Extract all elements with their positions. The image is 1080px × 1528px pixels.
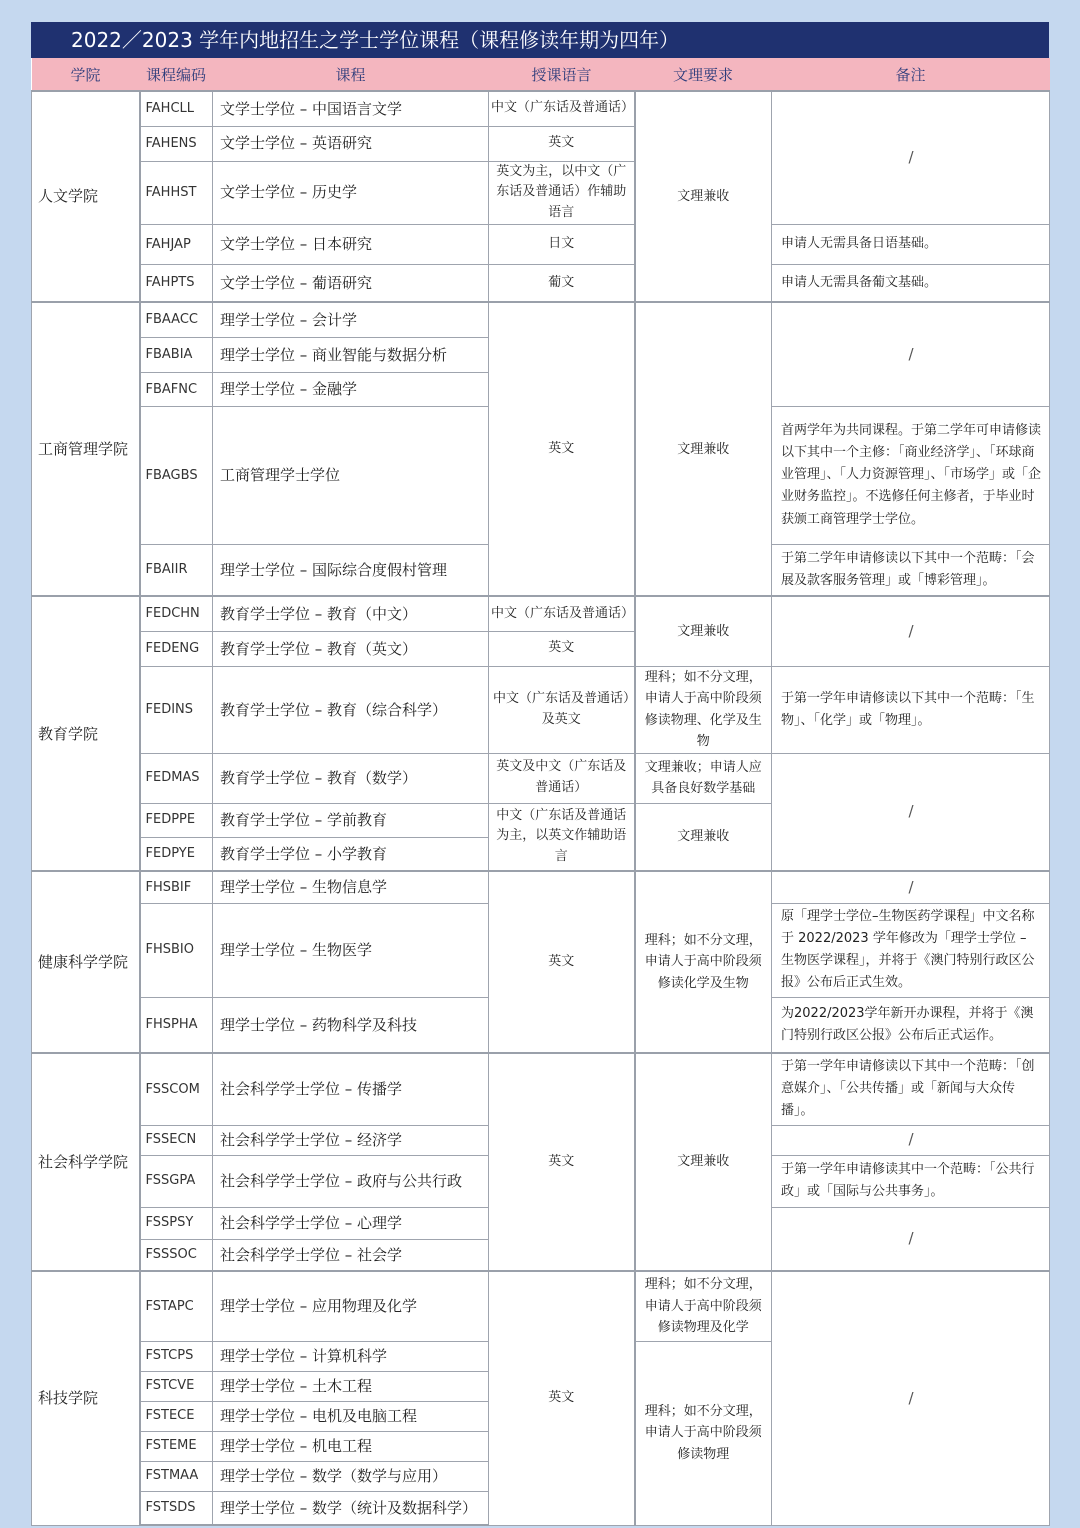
course-name: 教育学士学位 – 教育（综合科学） — [213, 666, 489, 753]
page-title: 2022／2023 学年内地招生之学士学位课程（课程修读年期为四年） — [31, 22, 1049, 58]
faculty-name: 教育学院 — [32, 596, 140, 871]
course-name: 文学士学位 – 历史学 — [213, 161, 489, 224]
course-name: 工商管理学士学位 — [213, 406, 489, 544]
header-remarks: 备注 — [772, 58, 1050, 91]
table-row — [32, 596, 1050, 631]
faculty-name: 人文学院 — [32, 91, 140, 302]
course-code: FSTCPS — [140, 1341, 213, 1371]
remarks: / — [772, 871, 1050, 903]
table-header-row — [32, 58, 1050, 91]
course-code: FSTAPC — [140, 1271, 213, 1341]
course-name: 文学士学位 – 葡语研究 — [213, 264, 489, 302]
course-name: 社会科学学士学位 – 传播学 — [213, 1053, 489, 1125]
course-code: FSTEME — [140, 1431, 213, 1461]
remarks: / — [772, 1271, 1050, 1525]
course-code: FHSBIO — [140, 903, 213, 997]
teaching-language: 英文 — [489, 1053, 635, 1271]
course-name: 教育学士学位 – 教育（数学） — [213, 753, 489, 803]
table-row — [32, 1053, 1050, 1125]
header-faculty: 学院 — [32, 58, 140, 91]
course-name: 文学士学位 – 英语研究 — [213, 126, 489, 161]
subject-requirement: 文理兼收；申请人应具备良好数学基础 — [635, 753, 772, 803]
course-name: 教育学士学位 – 教育（英文） — [213, 631, 489, 666]
teaching-language: 中文（广东话及普通话为主，以英文作辅助语言 — [489, 803, 635, 871]
remarks: / — [772, 302, 1050, 406]
course-name: 理学士学位 – 数学（统计及数据科学） — [213, 1491, 489, 1525]
course-code: FBAGBS — [140, 406, 213, 544]
teaching-language: 英文 — [489, 126, 635, 161]
course-code: FBAFNC — [140, 372, 213, 406]
remarks: 申请人无需具备葡文基础。 — [772, 264, 1050, 302]
course-name: 文学士学位 – 中国语言文学 — [213, 91, 489, 126]
teaching-language: 中文（广东话及普通话） — [489, 596, 635, 631]
faculty-group-fhs — [32, 871, 1050, 1053]
course-code: FHSPHA — [140, 997, 213, 1053]
teaching-language: 英文 — [489, 631, 635, 666]
course-code: FSSCOM — [140, 1053, 213, 1125]
table-row — [32, 753, 1050, 803]
table-row — [32, 666, 1050, 753]
subject-requirement: 文理兼收 — [635, 1053, 772, 1271]
course-code: FEDCHN — [140, 596, 213, 631]
course-code: FSSECN — [140, 1125, 213, 1155]
course-code: FSTMAA — [140, 1461, 213, 1491]
subject-requirement: 文理兼收 — [635, 302, 772, 596]
document-sheet — [31, 22, 1049, 1526]
remarks: 首两学年为共同课程。于第二学年可申请修读以下其中一个主修：「商业经济学」、「环球商业管理」、「人力资源管理」、「市场学」或「企业财务监控」。不选修任何主修者，于毕业时获颁工商管理学士学位。 — [772, 406, 1050, 544]
course-name: 社会科学学士学位 – 经济学 — [213, 1125, 489, 1155]
course-name: 社会科学学士学位 – 社会学 — [213, 1239, 489, 1271]
subject-requirement: 文理兼收 — [635, 803, 772, 871]
faculty-group-fed — [32, 596, 1050, 871]
course-code: FSTSDS — [140, 1491, 213, 1525]
subject-requirement: 理科；如不分文理，申请人于高中阶段须修读化学及生物 — [635, 871, 772, 1053]
course-code: FBAIIR — [140, 544, 213, 596]
remarks: 于第一学年申请修读以下其中一个范畴：「生物」、「化学」或「物理」。 — [772, 666, 1050, 753]
remarks: / — [772, 91, 1050, 224]
table-row — [32, 224, 1050, 264]
course-name: 理学士学位 – 计算机科学 — [213, 1341, 489, 1371]
course-code: FAHCLL — [140, 91, 213, 126]
faculty-group-fst — [32, 1271, 1050, 1525]
course-code: FSTECE — [140, 1401, 213, 1431]
course-name: 理学士学位 – 数学（数学与应用） — [213, 1461, 489, 1491]
course-name: 教育学士学位 – 教育（中文） — [213, 596, 489, 631]
course-code: FSSSOC — [140, 1239, 213, 1271]
course-code: FEDPYE — [140, 837, 213, 871]
course-code: FAHENS — [140, 126, 213, 161]
table-row — [32, 302, 1050, 337]
table-row — [32, 91, 1050, 126]
course-name: 理学士学位 – 会计学 — [213, 302, 489, 337]
course-name: 理学士学位 – 土木工程 — [213, 1371, 489, 1401]
teaching-language: 中文（广东话及普通话）及英文 — [489, 666, 635, 753]
course-code: FEDENG — [140, 631, 213, 666]
faculty-group-fah — [32, 91, 1050, 302]
faculty-name: 工商管理学院 — [32, 302, 140, 596]
course-name: 理学士学位 – 国际综合度假村管理 — [213, 544, 489, 596]
course-code: FAHHST — [140, 161, 213, 224]
course-name: 理学士学位 – 金融学 — [213, 372, 489, 406]
subject-requirement: 理科；如不分文理，申请人于高中阶段须修读物理、化学及生物 — [635, 666, 772, 753]
remarks: / — [772, 596, 1050, 666]
header-requirement: 文理要求 — [635, 58, 772, 91]
course-name: 理学士学位 – 商业智能与数据分析 — [213, 337, 489, 372]
teaching-language: 英文及中文（广东话及普通话） — [489, 753, 635, 803]
course-name: 社会科学学士学位 – 心理学 — [213, 1207, 489, 1239]
table-row — [32, 1271, 1050, 1341]
course-code: FBABIA — [140, 337, 213, 372]
faculty-name: 健康科学学院 — [32, 871, 140, 1053]
header-language: 授课语言 — [489, 58, 635, 91]
course-code: FAHJAP — [140, 224, 213, 264]
subject-requirement: 文理兼收 — [635, 91, 772, 302]
faculty-name: 社会科学学院 — [32, 1053, 140, 1271]
subject-requirement: 理科；如不分文理，申请人于高中阶段须修读物理及化学 — [635, 1271, 772, 1341]
remarks: 于第二学年申请修读以下其中一个范畴：「会展及款客服务管理」或「博彩管理」。 — [772, 544, 1050, 596]
teaching-language: 葡文 — [489, 264, 635, 302]
remarks: / — [772, 753, 1050, 871]
header-code: 课程编码 — [140, 58, 213, 91]
teaching-language: 日文 — [489, 224, 635, 264]
course-code: FEDPPE — [140, 803, 213, 837]
course-name: 理学士学位 – 应用物理及化学 — [213, 1271, 489, 1341]
course-code: FBAACC — [140, 302, 213, 337]
remarks: / — [772, 1125, 1050, 1155]
header-course: 课程 — [213, 58, 489, 91]
course-code: FSSPSY — [140, 1207, 213, 1239]
course-name: 理学士学位 – 生物信息学 — [213, 871, 489, 903]
course-name: 教育学士学位 – 学前教育 — [213, 803, 489, 837]
subject-requirement: 文理兼收 — [635, 596, 772, 666]
teaching-language: 英文为主，以中文（广东话及普通话）作辅助语言 — [489, 161, 635, 224]
course-name: 社会科学学士学位 – 政府与公共行政 — [213, 1155, 489, 1207]
table-row — [32, 264, 1050, 302]
course-code: FHSBIF — [140, 871, 213, 903]
course-code: FEDINS — [140, 666, 213, 753]
course-name: 教育学士学位 – 小学教育 — [213, 837, 489, 871]
remarks: 申请人无需具备日语基础。 — [772, 224, 1050, 264]
courses-table — [31, 58, 1050, 1526]
faculty-group-fba — [32, 302, 1050, 596]
table-row — [32, 871, 1050, 903]
teaching-language: 英文 — [489, 302, 635, 596]
teaching-language: 英文 — [489, 1271, 635, 1525]
subject-requirement: 理科；如不分文理，申请人于高中阶段须修读物理 — [635, 1341, 772, 1525]
remarks: 原「理学士学位–生物医药学课程」中文名称于 2022/2023 学年修改为「理学士学位 – 生物医学课程」，并将于《澳门特别行政区公报》公布后正式生效。 — [772, 903, 1050, 997]
course-name: 理学士学位 – 药物科学及科技 — [213, 997, 489, 1053]
course-code: FEDMAS — [140, 753, 213, 803]
remarks: / — [772, 1207, 1050, 1271]
course-code: FAHPTS — [140, 264, 213, 302]
course-name: 理学士学位 – 电机及电脑工程 — [213, 1401, 489, 1431]
teaching-language: 中文（广东话及普通话） — [489, 91, 635, 126]
remarks: 于第一学年申请修读其中一个范畴：「公共行政」或「国际与公共事务」。 — [772, 1155, 1050, 1207]
course-name: 文学士学位 – 日本研究 — [213, 224, 489, 264]
course-name: 理学士学位 – 机电工程 — [213, 1431, 489, 1461]
course-name: 理学士学位 – 生物医学 — [213, 903, 489, 997]
course-code: FSSGPA — [140, 1155, 213, 1207]
faculty-group-fss — [32, 1053, 1050, 1271]
faculty-name: 科技学院 — [32, 1271, 140, 1525]
teaching-language: 英文 — [489, 871, 635, 1053]
remarks: 于第一学年申请修读以下其中一个范畴：「创意媒介」、「公共传播」或「新闻与大众传播」。 — [772, 1053, 1050, 1125]
course-code: FSTCVE — [140, 1371, 213, 1401]
remarks: 为2022/2023学年新开办课程，并将于《澳门特别行政区公报》公布后正式运作。 — [772, 997, 1050, 1053]
